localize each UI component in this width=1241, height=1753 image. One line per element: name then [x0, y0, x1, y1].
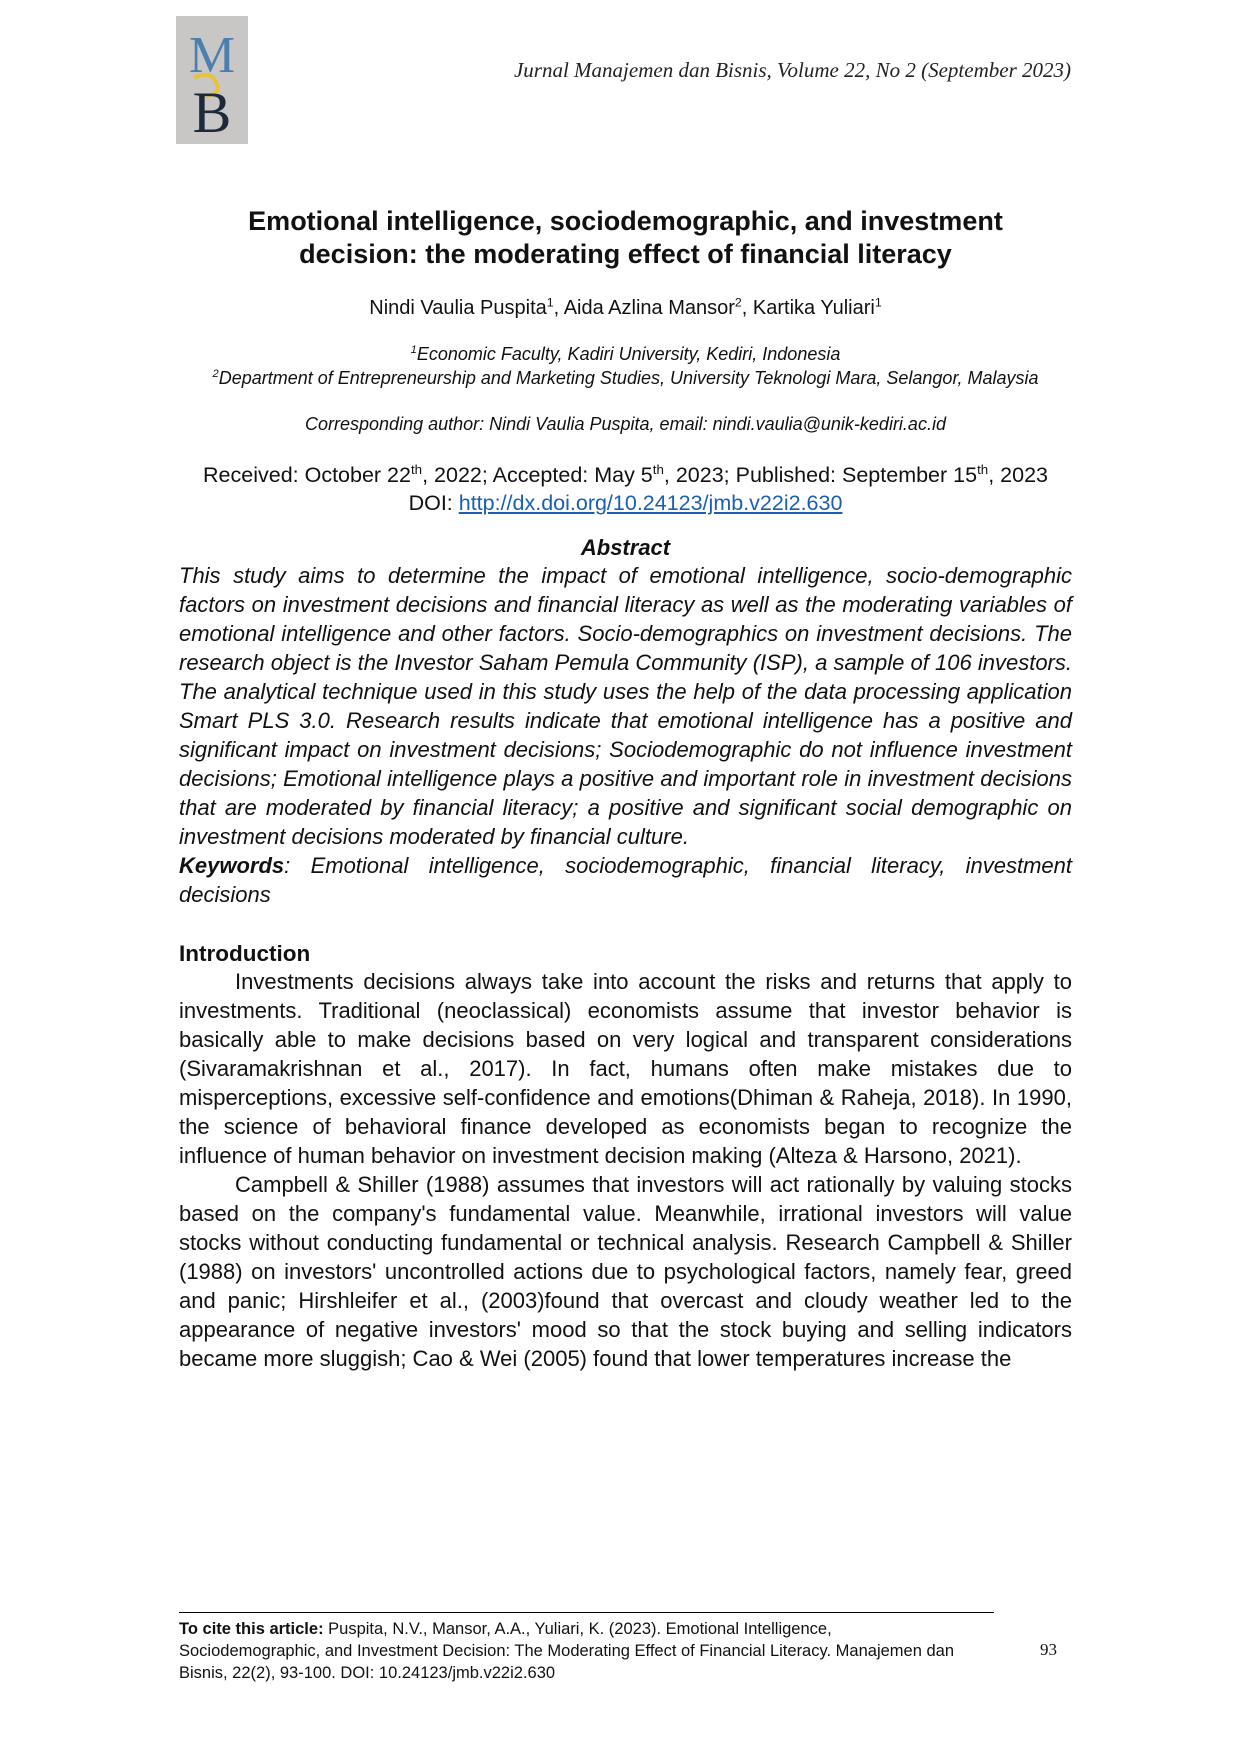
- author-list: Nindi Vaulia Puspita$^1$, Aida Azlina Mansor$^2$, Kartika Yuliari$^1$: [369, 295, 882, 319]
- publication-dates: Received: October 22th, 2022; Accepted: May 5th, 2023; Published: September 15th, 2023 DOI: http://dx.doi.org/10.24123/jmb.v22i2.630: [179, 461, 1072, 517]
- introduction-paragraph-2: Campbell & Shiller (1988) assumes that investors will act rationally by valuing stocks based on the company's fundamental value. Meanwhile, irrational investors will value stocks without conducting fundamental or technical analysis. Research Campbell & Shiller (1988) on investors' uncontrolled actions due to psychological factors, namely fear, greed and panic; Hirshleifer et al., (2003)found that overcast and cloudy weather led to the appearance of negative investors' mood so that the stock buying and selling indicators became more sluggish; Cao & Wei (2005) found that lower temperatures increase the: [179, 1172, 1072, 1371]
- abstract-text: This study aims to determine the impact of emotional intelligence, socio-demographic factors on investment decisions and financial literacy as well as the moderating variables of emotional intelligence and other factors. Socio-demographics on investment decisions. The research object is the Investor Saham Pemula Community (ISP), a sample of 106 investors. The analytical technique used in this study uses the help of the data processing application Smart PLS 3.0. Research results indicate that emotional intelligence has a positive and significant impact on investment decisions; Sociodemographic do not influence investment decisions; Emotional intelligence plays a positive and important role in investment decisions that are moderated by financial literacy; a positive and significant social demographic on investment decisions moderated by financial culture.: [179, 563, 1072, 849]
- journal-header: Jurnal Manajemen dan Bisnis, Volume 22, No 2 (September 2023): [513, 58, 1071, 82]
- journal-logo: [176, 16, 248, 144]
- abstract-heading: Abstract: [580, 535, 671, 560]
- affiliation-1: $^1$Economic Faculty, Kadiri University, Kediri, Indonesia: [410, 344, 841, 364]
- footnote-divider: [179, 1612, 994, 1613]
- author-name: Kartika Yuliari: [752, 297, 875, 319]
- corresponding-author: Corresponding author: Nindi Vaulia Puspita, email: nindi.vaulia@unik-kediri.ac.id: [305, 414, 946, 434]
- article-body: [179, 205, 1072, 1373]
- title-line-2: decision: the moderating effect of financial literacy: [299, 239, 952, 269]
- page-number: 93: [1040, 1640, 1057, 1659]
- citation-footnote: [179, 1618, 959, 1684]
- keywords: Keywords: Emotional intelligence, sociodemographic, financial literacy, investment decisions: [179, 853, 1072, 907]
- author-name: Aida Azlina Mansor: [563, 297, 735, 319]
- mb-logo-icon: [176, 16, 248, 144]
- author-name: Nindi Vaulia Puspita: [369, 297, 547, 319]
- doi-line: DOI: http://dx.doi.org/10.24123/jmb.v22i2.630: [408, 491, 843, 515]
- doi-link[interactable]: http://dx.doi.org/10.24123/jmb.v22i2.630: [458, 491, 843, 515]
- cite-label: To cite this article:: [179, 1620, 324, 1638]
- affiliations: [179, 342, 1072, 390]
- logo-letter-m: M: [188, 27, 236, 84]
- cite-text: Puspita, N.V., Mansor, A.A., Yuliari, K. (2023). Emotional Intelligence, Sociodemographic, and Investment Decision: The Moderating Effect of Financial Literacy. Manajemen dan Bisnis, 22(2), 93-100. DOI: 10.24123/jmb.v22i2.630: [179, 1620, 955, 1682]
- title-line-1: Emotional intelligence, sociodemographic, and investment: [248, 206, 1003, 236]
- introduction-paragraph-1: Investments decisions always take into account the risks and returns that apply to investments. Traditional (neoclassical) economists assume that investor behavior is basically able to make decisions based on very logical and transparent considerations (Sivaramakrishnan et al., 2017). In fact, humans often make mistakes due to misperceptions, excessive self-confidence and emotions(Dhiman & Raheja, 2018). In 1990, the science of behavioral finance developed as economists began to recognize the influence of human behavior on investment decision making (Alteza & Harsono, 2021).: [179, 969, 1072, 1168]
- logo-letter-b: B: [192, 80, 232, 144]
- keywords-label: Keywords: [179, 853, 285, 878]
- introduction-heading: Introduction: [179, 941, 311, 966]
- affiliation-2: $^2$Department of Entrepreneurship and Marketing Studies, University Teknologi Mara, Selangor, Malaysia: [212, 368, 1039, 388]
- article-title: [179, 205, 1072, 271]
